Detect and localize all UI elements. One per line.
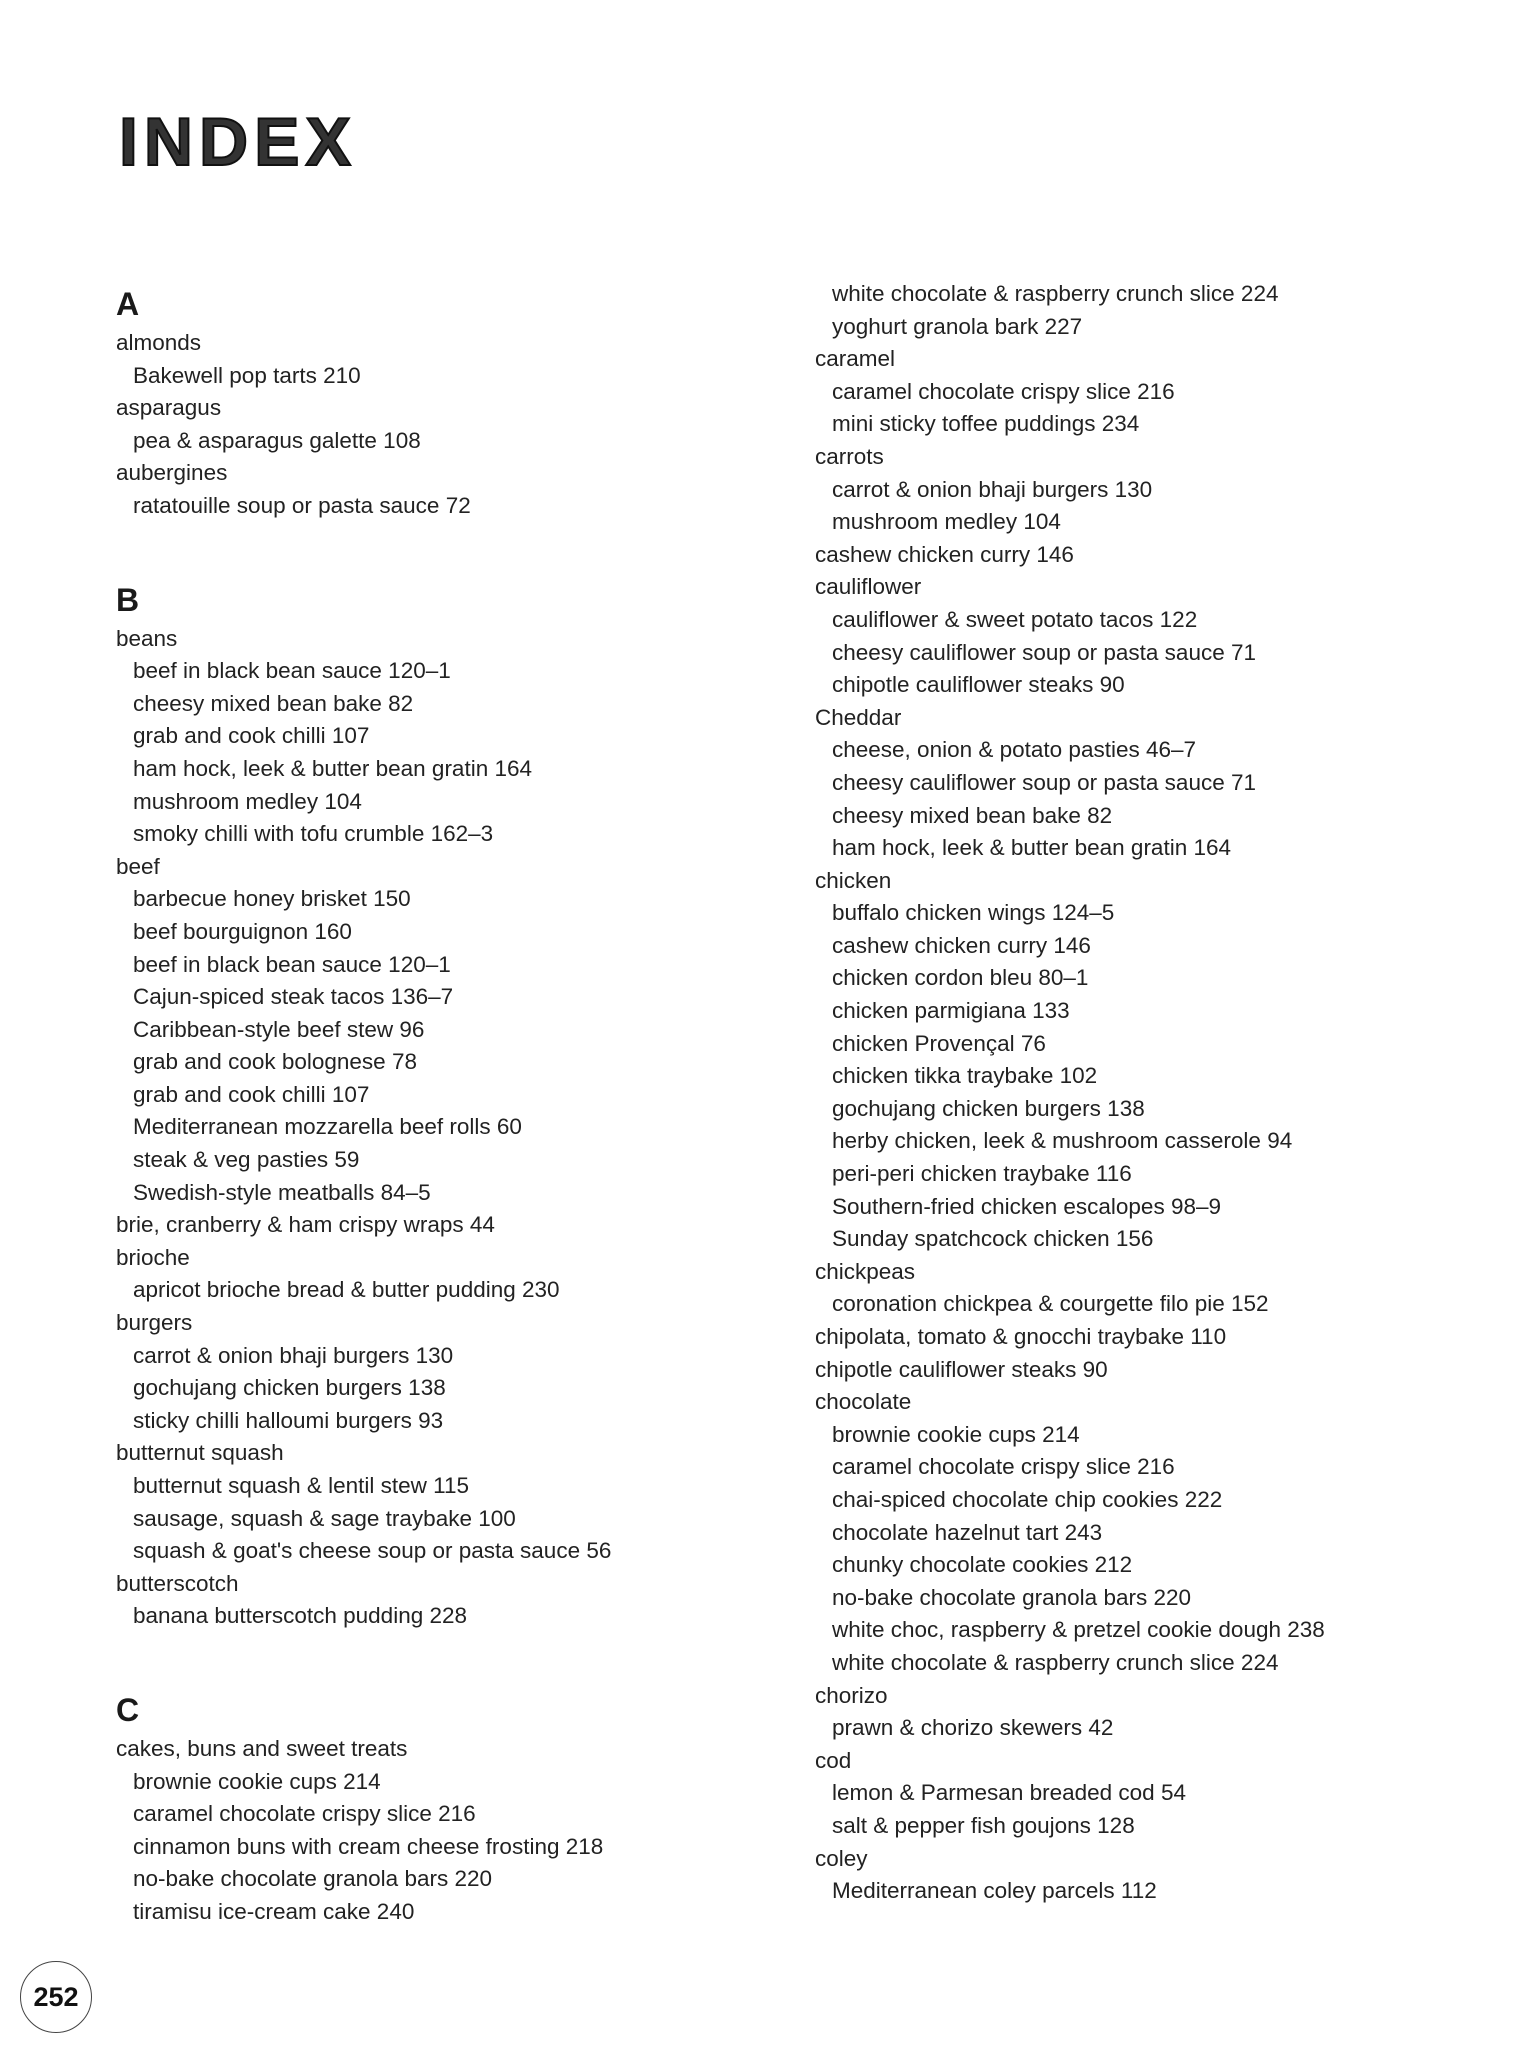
index-subentry: peri-peri chicken traybake 116	[832, 1161, 1132, 1187]
index-subentry: Sunday spatchcock chicken 156	[832, 1226, 1154, 1252]
index-subentry: chipotle cauliflower steaks 90	[832, 672, 1125, 698]
page-title: INDEX	[119, 104, 357, 180]
index-column-left	[116, 282, 796, 1929]
index-entry: cashew chicken curry 146	[815, 541, 1074, 567]
index-subentry: beef in black bean sauce 120–1	[133, 951, 451, 977]
index-subentry: Bakewell pop tarts 210	[133, 362, 361, 388]
index-column-right	[815, 278, 1495, 1908]
index-subentry: sticky chilli halloumi burgers 93	[133, 1407, 444, 1433]
index-subentry: chunky chocolate cookies 212	[832, 1552, 1133, 1578]
index-subentry: mushroom medley 104	[133, 788, 362, 814]
index-subentry: caramel chocolate crispy slice 216	[832, 1454, 1175, 1480]
index-entry: butterscotch	[116, 1570, 239, 1596]
index-subentry: cheese, onion & potato pasties 46–7	[832, 737, 1197, 763]
index-subentry: Southern-fried chicken escalopes 98–9	[832, 1193, 1221, 1219]
index-subentry: buffalo chicken wings 124–5	[832, 900, 1115, 926]
index-subentry: prawn & chorizo skewers 42	[832, 1715, 1114, 1741]
index-subentry: cinnamon buns with cream cheese frosting 218	[133, 1833, 604, 1859]
index-subentry: pea & asparagus galette 108	[133, 427, 421, 453]
index-subentry: Swedish-style meatballs 84–5	[133, 1179, 431, 1205]
index-subentry: coronation chickpea & courgette filo pie 152	[832, 1291, 1269, 1317]
index-entry: beans	[116, 625, 178, 651]
index-subentry: brownie cookie cups 214	[133, 1768, 381, 1794]
index-subentry: chocolate hazelnut tart 243	[832, 1519, 1103, 1545]
index-subentry: cashew chicken curry 146	[832, 932, 1091, 958]
index-subentry: gochujang chicken burgers 138	[133, 1375, 446, 1401]
index-subentry: ham hock, leek & butter bean gratin 164	[832, 835, 1232, 861]
index-subentry: caramel chocolate crispy slice 216	[133, 1801, 476, 1827]
index-subentry: yoghurt granola bark 227	[832, 313, 1083, 339]
section-letter-a: A	[116, 286, 140, 322]
index-entry: aubergines	[116, 460, 228, 486]
index-entry: butternut squash	[116, 1440, 284, 1466]
index-entry: coley	[815, 1845, 868, 1871]
index-subentry: herby chicken, leek & mushroom casserole 94	[832, 1128, 1293, 1154]
index-subentry: beef in black bean sauce 120–1	[133, 658, 451, 684]
index-subentry: ratatouille soup or pasta sauce 72	[133, 492, 471, 518]
index-subentry: grab and cook chilli 107	[133, 723, 370, 749]
index-subentry: caramel chocolate crispy slice 216	[832, 378, 1175, 404]
index-entry: caramel	[815, 346, 896, 372]
index-entry: cakes, buns and sweet treats	[116, 1735, 408, 1761]
index-subentry: Mediterranean coley parcels 112	[832, 1878, 1157, 1904]
index-subentry: chicken tikka traybake 102	[832, 1063, 1098, 1089]
index-entry: asparagus	[116, 395, 222, 421]
index-subentry: sausage, squash & sage traybake 100	[133, 1505, 516, 1531]
index-entry: chipolata, tomato & gnocchi traybake 110	[815, 1324, 1227, 1349]
index-subentry: cheesy cauliflower soup or pasta sauce 71	[832, 639, 1256, 665]
index-subentry: chicken Provençal 76	[832, 1030, 1046, 1056]
index-subentry: cheesy mixed bean bake 82	[832, 802, 1113, 828]
index-subentry: no-bake chocolate granola bars 220	[133, 1866, 493, 1892]
index-subentry: white chocolate & raspberry crunch slice 224	[832, 1649, 1279, 1675]
index-subentry: white chocolate & raspberry crunch slice 224	[832, 281, 1279, 306]
index-subentry: mushroom medley 104	[832, 509, 1061, 535]
index-subentry: white choc, raspberry & pretzel cookie dough 238	[832, 1617, 1325, 1643]
page-number: 252	[20, 1961, 92, 2033]
index-subentry: banana butterscotch pudding 228	[133, 1603, 468, 1629]
index-subentry: cauliflower & sweet potato tacos 122	[832, 606, 1198, 632]
index-entry: chorizo	[815, 1682, 888, 1708]
index-entry: brie, cranberry & ham crispy wraps 44	[116, 1212, 495, 1238]
index-subentry: grab and cook bolognese 78	[133, 1049, 417, 1075]
index-subentry: squash & goat's cheese soup or pasta sauce 56	[133, 1538, 612, 1564]
index-subentry: salt & pepper fish goujons 128	[832, 1812, 1135, 1838]
index-subentry: no-bake chocolate granola bars 220	[832, 1584, 1192, 1610]
index-subentry: gochujang chicken burgers 138	[832, 1095, 1145, 1121]
index-entry: cod	[815, 1747, 852, 1773]
index-entry: almonds	[116, 330, 202, 355]
index-entry: chickpeas	[815, 1258, 916, 1284]
index-subentry: Cajun-spiced steak tacos 136–7	[133, 984, 454, 1010]
index-entry: carrots	[815, 443, 884, 469]
index-subentry: beef bourguignon 160	[133, 918, 352, 944]
index-subentry: chai-spiced chocolate chip cookies 222	[832, 1486, 1223, 1512]
section-letter-b: B	[116, 581, 140, 618]
index-entry: beef	[116, 853, 160, 879]
index-subentry: carrot & onion bhaji burgers 130	[832, 476, 1153, 502]
index-entry: chicken	[815, 867, 892, 893]
index-subentry: cheesy mixed bean bake 82	[133, 690, 414, 716]
index-subentry: smoky chilli with tofu crumble 162–3	[133, 821, 494, 847]
index-subentry: apricot brioche bread & butter pudding 230	[133, 1277, 560, 1303]
index-entry: brioche	[116, 1244, 190, 1270]
index-subentry: Mediterranean mozzarella beef rolls 60	[133, 1114, 522, 1140]
index-subentry: grab and cook chilli 107	[133, 1081, 370, 1107]
index-subentry: butternut squash & lentil stew 115	[133, 1473, 470, 1498]
index-entry: chocolate	[815, 1389, 912, 1415]
index-subentry: carrot & onion bhaji burgers 130	[133, 1342, 454, 1368]
index-subentry: steak & veg pasties 59	[133, 1147, 360, 1173]
index-entry: Cheddar	[815, 704, 902, 730]
index-entry: cauliflower	[815, 574, 922, 600]
index-subentry: Caribbean-style beef stew 96	[133, 1016, 425, 1042]
index-subentry: lemon & Parmesan breaded cod 54	[832, 1780, 1186, 1806]
index-subentry: chicken parmigiana 133	[832, 998, 1070, 1024]
index-entry: chipotle cauliflower steaks 90	[815, 1356, 1108, 1382]
index-subentry: barbecue honey brisket 150	[133, 886, 411, 912]
index-entry: burgers	[116, 1310, 193, 1336]
index-subentry: tiramisu ice-cream cake 240	[133, 1898, 415, 1924]
index-subentry: cheesy cauliflower soup or pasta sauce 71	[832, 769, 1256, 795]
index-subentry: ham hock, leek & butter bean gratin 164	[133, 755, 533, 781]
index-subentry: chicken cordon bleu 80–1	[832, 965, 1089, 991]
index-subentry: mini sticky toffee puddings 234	[832, 411, 1140, 437]
index-subentry: brownie cookie cups 214	[832, 1421, 1080, 1447]
section-letter-c: C	[116, 1691, 140, 1728]
